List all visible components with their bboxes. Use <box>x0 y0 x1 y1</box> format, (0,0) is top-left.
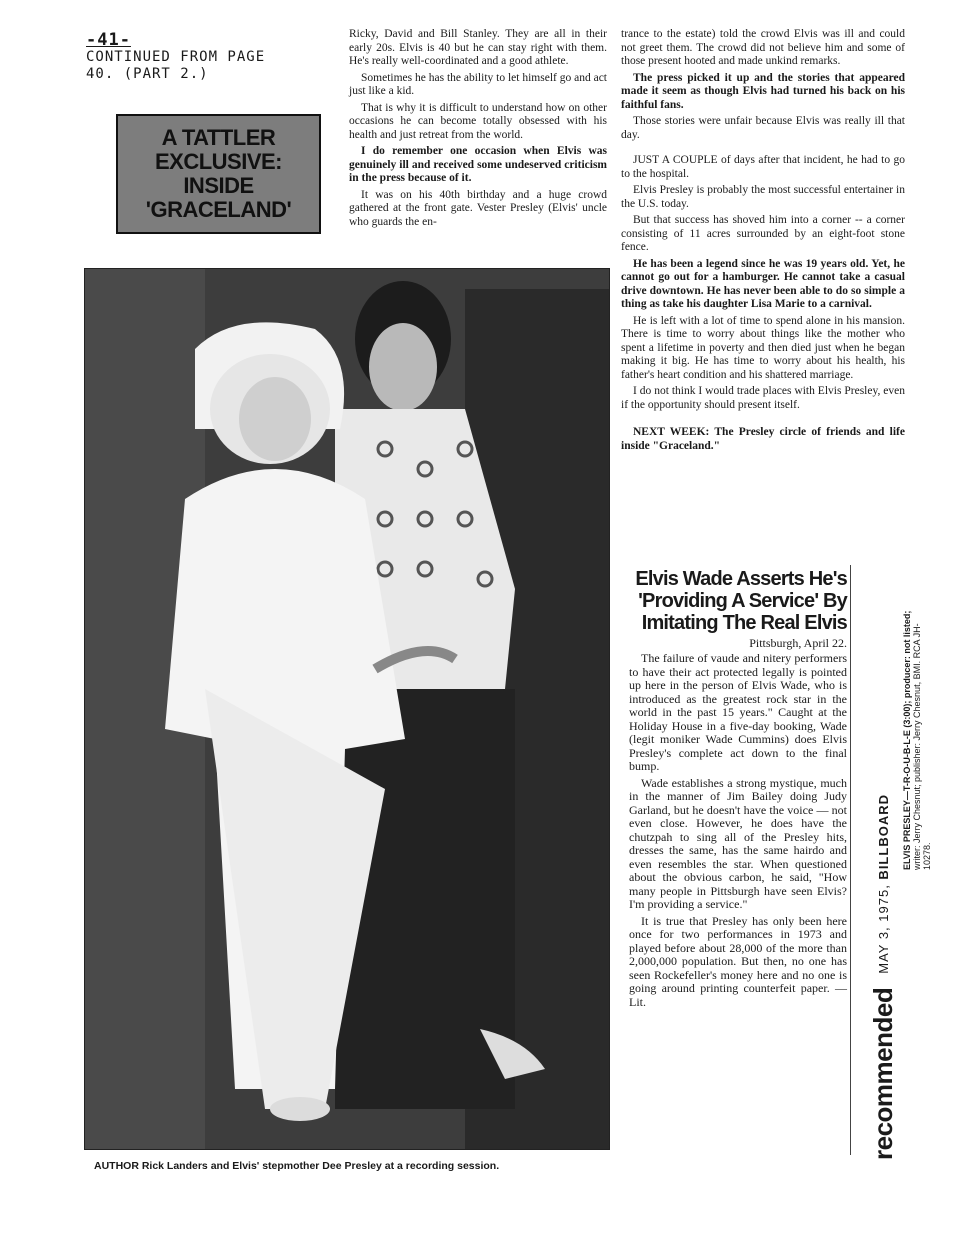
paragraph: It is true that Presley has only been here once for two performances in 1973 and played before about 28,000 of the more than 2,000,000 population. But then, no one has seen Rockefeller's money here and no one is going around printing counterfeit paper. —Lit. <box>629 913 847 1009</box>
headline-line-2: 'Providing A Service' By <box>638 590 847 612</box>
credit-line-1: ELVIS PRESLEY—T-R-O-U-B-L-E (3:00); producer: not listed; <box>902 610 912 870</box>
headline-line-3: Imitating The Real Elvis <box>641 612 847 634</box>
source-name: BILLBOARD <box>876 794 891 880</box>
column-rule <box>850 565 851 1155</box>
source-line <box>876 794 891 974</box>
recommended-label: recommended <box>868 987 898 1160</box>
paragraph: The press picked it up and the stories that appeared made it seem as though Elvis had turned his back on his faithful fans. <box>621 71 905 111</box>
dateline: Pittsburgh, April 22. <box>749 636 847 650</box>
photo-illustration <box>85 269 609 1149</box>
paragraph: That is why it is difficult to understand how on other occasions he can become totally obsessed with his health and just retreat from the world. <box>349 101 607 141</box>
paragraph: Elvis Presley is probably the most successful entertainer in the U.S. today. <box>621 184 905 210</box>
kicker-line-2: EXCLUSIVE: <box>154 149 282 174</box>
paragraph: Sometimes he has the ability to let himself go and act just like a kid. <box>349 71 607 97</box>
paragraph: Ricky, David and Bill Stanley. They are all in their early 20s. Elvis is 40 but he can stay right with them. He's really well-coordinated and a good athlete. <box>349 28 607 67</box>
paragraph: trance to the estate) told the crowd Elvis was ill and could not greet them. The crowd did not believe him and some of those present hooted and made unkind remarks. <box>621 28 905 67</box>
kicker-line-3: INSIDE <box>183 173 254 198</box>
elvis-wade-article <box>629 568 847 1012</box>
kicker-line-1: A TATTLER <box>161 125 276 150</box>
headline-line-1: Elvis Wade Asserts He's <box>635 568 847 590</box>
paragraph: Wade establishes a strong mystique, much in the manner of Jim Bailey doing Judy Garland, but he doesn't have the voice — not even close. However, he does have the chutzpah to sing all of the Presley hits, dresses the same, has the same hairdo and even resembles the star. When questioned about the obvious carbon, he said, "How many people in Pittsburgh have seen Elvis? I'm providing a service." <box>629 775 847 911</box>
author-photo <box>84 268 610 1150</box>
article-headline <box>629 568 847 634</box>
record-credit <box>902 611 932 870</box>
continued-line-2: 40. (PART 2.) <box>86 66 209 82</box>
photo-caption: AUTHOR Rick Landers and Elvis' stepmother Dee Presley at a recording session. <box>94 1160 500 1172</box>
page-number: -41- <box>86 30 131 50</box>
paragraph: It was on his 40th birthday and a huge crowd gathered at the front gate. Vester Presley (Elvis' uncle who guards the en- <box>349 188 607 228</box>
source-date: MAY 3, 1975, <box>876 884 891 974</box>
credit-line-3: 10278. <box>922 842 932 870</box>
paragraph: He has been a legend since he was 19 years old. Yet, he cannot go out for a hamburger. He cannot take a casual drive downtown. He has never been able to do so simple a thing as take his daughter Lisa Marie to a carnival. <box>621 257 905 310</box>
continued-note <box>86 32 316 83</box>
credit-line-2: writer: Jerry Chesnut; publisher: Jerry Chesnut, BMI. RCA JH- <box>912 623 922 870</box>
paragraph: Those stories were unfair because Elvis was really ill that day. <box>621 115 905 141</box>
kicker-line-4: 'GRACELAND' <box>145 197 292 222</box>
billboard-sidebar <box>868 560 932 1160</box>
paragraph: I do not think I would trade places with Elvis Presley, even if the opportunity should present itself. <box>621 385 905 411</box>
paragraph: I do remember one occasion when Elvis was genuinely ill and received some undeserved criticism in the press because of it. <box>349 145 607 184</box>
article-column-middle <box>349 28 607 232</box>
next-week-teaser: NEXT WEEK: The Presley circle of friends and life inside "Graceland." <box>621 426 905 452</box>
exclusive-kicker-box <box>116 114 321 234</box>
paragraph: The failure of vaude and nitery performers to have their act protected legally is pointed up here in the person of Elvis Wade, who is introduced as the greatest rock star in the world in the past 15 years." Caught at the Holiday House in a five-day booking, Wade (legit moniker Wade Cummins) does Elvis Presley's complete act down to the final bump. <box>629 651 847 773</box>
paragraph: JUST A COUPLE of days after that incident, he had to go to the hospital. <box>621 154 905 180</box>
paragraph: He is left with a lot of time to spend alone in his mansion. There is time to worry about things like the mother who spent a lifetime in poverty and then died just when he began making it big. He has time to worry about his health, his father's heart condition and his shattered marriage. <box>621 314 905 381</box>
paragraph: But that success has shoved him into a corner -- a corner consisting of 11 acres surrounded by an eight-foot stone fence. <box>621 214 905 253</box>
continued-line-1: CONTINUED FROM PAGE <box>86 49 266 65</box>
article-column-right <box>621 28 905 456</box>
